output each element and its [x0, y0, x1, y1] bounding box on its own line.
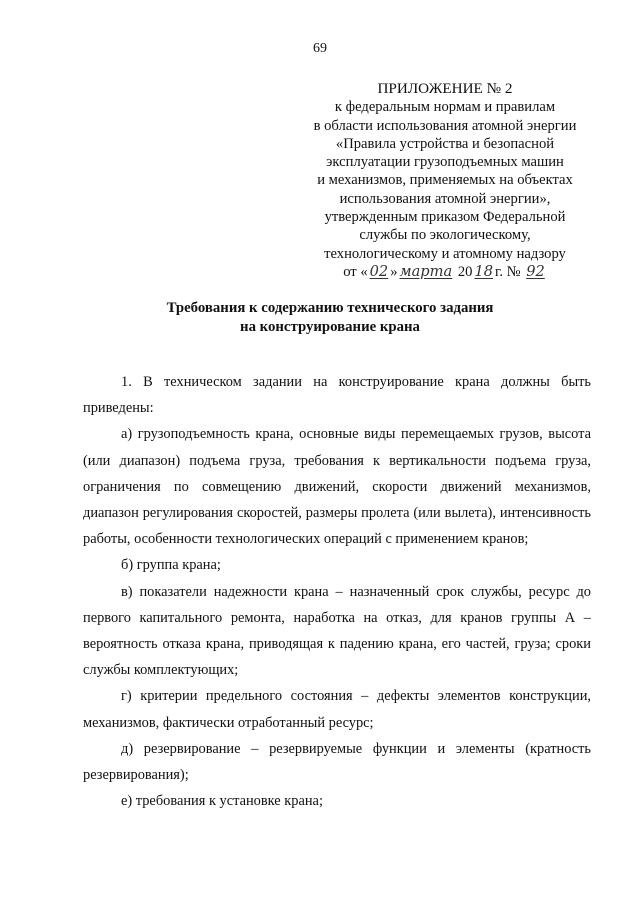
- paragraph: е) требования к установке крана;: [121, 793, 323, 810]
- order-date-line: [300, 263, 590, 281]
- title-line-2: на конструирование крана: [240, 319, 420, 335]
- appendix-line: использования атомной энергии»,: [339, 190, 551, 207]
- appendix-line: в области использования атомной энергии: [313, 117, 577, 134]
- paragraph: д) резервирование – резервируемые функции и элементы (кратность резервирования);: [83, 740, 591, 784]
- appendix-line: и механизмов, применяемых на объектах: [317, 172, 573, 189]
- appendix-line: технологическому и атомному надзору: [324, 245, 566, 262]
- appendix-line: «Правила устройства и безопасной: [335, 135, 555, 152]
- appendix-block: [300, 80, 590, 281]
- handwritten-order-number: 92: [526, 262, 545, 280]
- paragraph: б) группа крана;: [121, 557, 221, 574]
- page-number: 69: [313, 41, 327, 56]
- paragraph: а) грузоподъемность крана, основные виды перемещаемых грузов, высота (или диапазон) подъема груза, требования к вертикальности подъема груза, ограничения по совмещению движений, скорости движений механизмов, диапазон регулирования скоростей, размеры пролета (или вылета), интенсивность работы, особенности технологических операций с применением кранов;: [83, 426, 591, 548]
- appendix-line: эксплуатации грузоподъемных машин: [326, 154, 564, 171]
- year-prefix: 20: [454, 263, 473, 280]
- document-body: [83, 369, 591, 814]
- paragraph: 1. В техническом задании на конструирование крана должны быть приведены:: [83, 374, 591, 417]
- appendix-heading: ПРИЛОЖЕНИЕ № 2: [377, 80, 513, 97]
- paragraph: в) показатели надежности крана – назначенный срок службы, ресурс до первого капитального ремонта, наработка на отказ, для кранов группы А – вероятность отказа крана, приводящая к падению крана, его частей, груза; сроки службы комплектующих;: [83, 583, 591, 679]
- document-title: [80, 299, 580, 337]
- handwritten-month: марта: [399, 262, 453, 280]
- appendix-line: службы по экологическому,: [359, 227, 531, 244]
- handwritten-year: 18: [474, 262, 494, 280]
- appendix-line: утвержденным приказом Федеральной: [324, 209, 566, 226]
- title-line-1: Требования к содержанию технического задания: [166, 300, 494, 316]
- handwritten-day: 02: [369, 262, 389, 280]
- date-prefix: от «: [343, 263, 368, 280]
- date-separator: »: [390, 263, 398, 280]
- paragraph: г) критерии предельного состояния – дефекты элементов конструкции, механизмов, фактически отработанный ресурс;: [83, 688, 591, 731]
- appendix-line: к федеральным нормам и правилам: [334, 99, 556, 116]
- number-prefix: г. №: [495, 263, 525, 280]
